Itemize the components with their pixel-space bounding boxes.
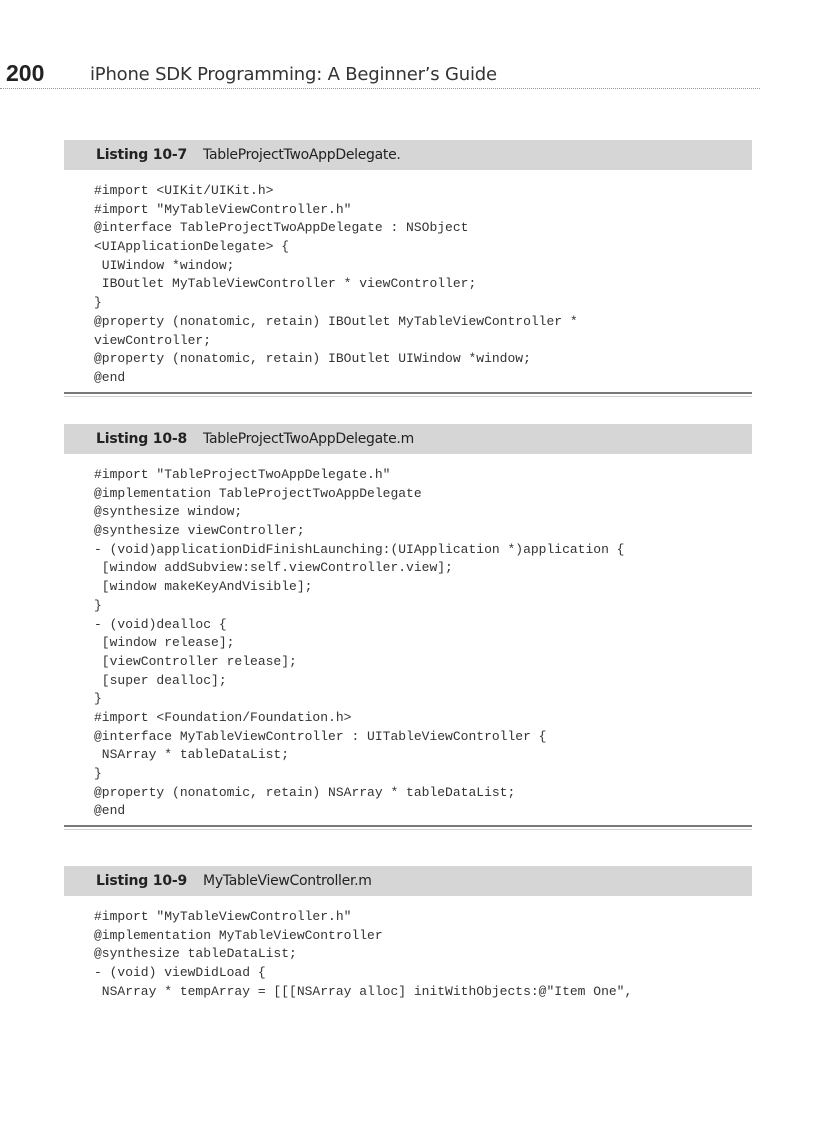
code-line: @synthesize tableDataList; bbox=[94, 946, 297, 962]
code-line: @property (nonatomic, retain) IBOutlet MyTableViewController * bbox=[94, 313, 578, 329]
code-line: @interface MyTableViewController : UITableViewController { bbox=[94, 728, 547, 744]
code-line: #import "MyTableViewController.h" bbox=[94, 909, 352, 924]
code-line: @implementation MyTableViewController bbox=[94, 927, 383, 943]
code-line: } bbox=[94, 766, 102, 781]
listing-header bbox=[64, 866, 752, 896]
listing-10-8 bbox=[64, 424, 752, 830]
listing-10-9 bbox=[64, 866, 752, 1001]
page-number: 200 bbox=[6, 60, 45, 86]
code-line: } bbox=[94, 597, 102, 613]
code-line: [window makeKeyAndVisible]; bbox=[94, 579, 313, 595]
code-block bbox=[64, 454, 752, 821]
code-line: UIWindow *window; bbox=[94, 257, 235, 273]
code-line: @synthesize viewController; bbox=[94, 523, 305, 539]
code-line: @end bbox=[94, 369, 126, 385]
code-line: viewController; bbox=[94, 332, 212, 348]
code-line: #import <UIKit/UIKit.h> bbox=[94, 183, 274, 198]
code-line: @implementation TableProjectTwoAppDelegate bbox=[94, 485, 422, 501]
code-line: - (void)applicationDidFinishLaunching:(UIApplication *)application { bbox=[94, 541, 625, 557]
code-line: IBOutlet MyTableViewController * viewController; bbox=[94, 276, 477, 292]
code-line: @interface TableProjectTwoAppDelegate : NSObject bbox=[94, 220, 469, 236]
code-line: @end bbox=[94, 803, 126, 819]
code-line: @synthesize window; bbox=[94, 504, 243, 520]
code-line: NSArray * tableDataList; bbox=[94, 747, 290, 763]
code-line: #import "MyTableViewController.h" bbox=[94, 201, 352, 217]
code-line: - (void) viewDidLoad { bbox=[94, 965, 266, 981]
code-line: [window release]; bbox=[94, 635, 235, 651]
listing-header bbox=[64, 424, 752, 454]
listing-divider bbox=[64, 825, 752, 830]
code-line: [super dealloc]; bbox=[94, 672, 227, 688]
listing-label: Listing 10-7 bbox=[96, 147, 188, 163]
code-block bbox=[64, 896, 752, 1001]
book-title: iPhone SDK Programming: A Beginner’s Guide bbox=[90, 64, 497, 85]
page-header bbox=[0, 58, 760, 89]
code-block bbox=[64, 170, 752, 388]
code-line: } bbox=[94, 691, 102, 707]
code-line: @property (nonatomic, retain) NSArray * tableDataList; bbox=[94, 784, 516, 800]
code-line: } bbox=[94, 295, 102, 311]
listing-filename: MyTableViewController.m bbox=[203, 873, 372, 889]
code-line: [viewController release]; bbox=[94, 653, 297, 669]
code-line: <UIApplicationDelegate> { bbox=[94, 239, 290, 255]
listing-label: Listing 10-8 bbox=[96, 431, 188, 447]
listing-header bbox=[64, 140, 752, 170]
listing-filename: TableProjectTwoAppDelegate. bbox=[203, 147, 401, 163]
code-line: #import "TableProjectTwoAppDelegate.h" bbox=[94, 467, 391, 482]
code-line: NSArray * tempArray = [[[NSArray alloc] initWithObjects:@"Item One", bbox=[94, 983, 633, 999]
code-line: - (void)dealloc { bbox=[94, 616, 227, 632]
listing-filename: TableProjectTwoAppDelegate.m bbox=[203, 431, 414, 447]
code-line: #import <Foundation/Foundation.h> bbox=[94, 709, 352, 725]
code-line: @property (nonatomic, retain) IBOutlet UIWindow *window; bbox=[94, 351, 531, 367]
listing-10-7 bbox=[64, 140, 752, 397]
code-line: [window addSubview:self.viewController.view]; bbox=[94, 560, 453, 576]
listing-divider bbox=[64, 392, 752, 397]
listing-label: Listing 10-9 bbox=[96, 873, 188, 889]
